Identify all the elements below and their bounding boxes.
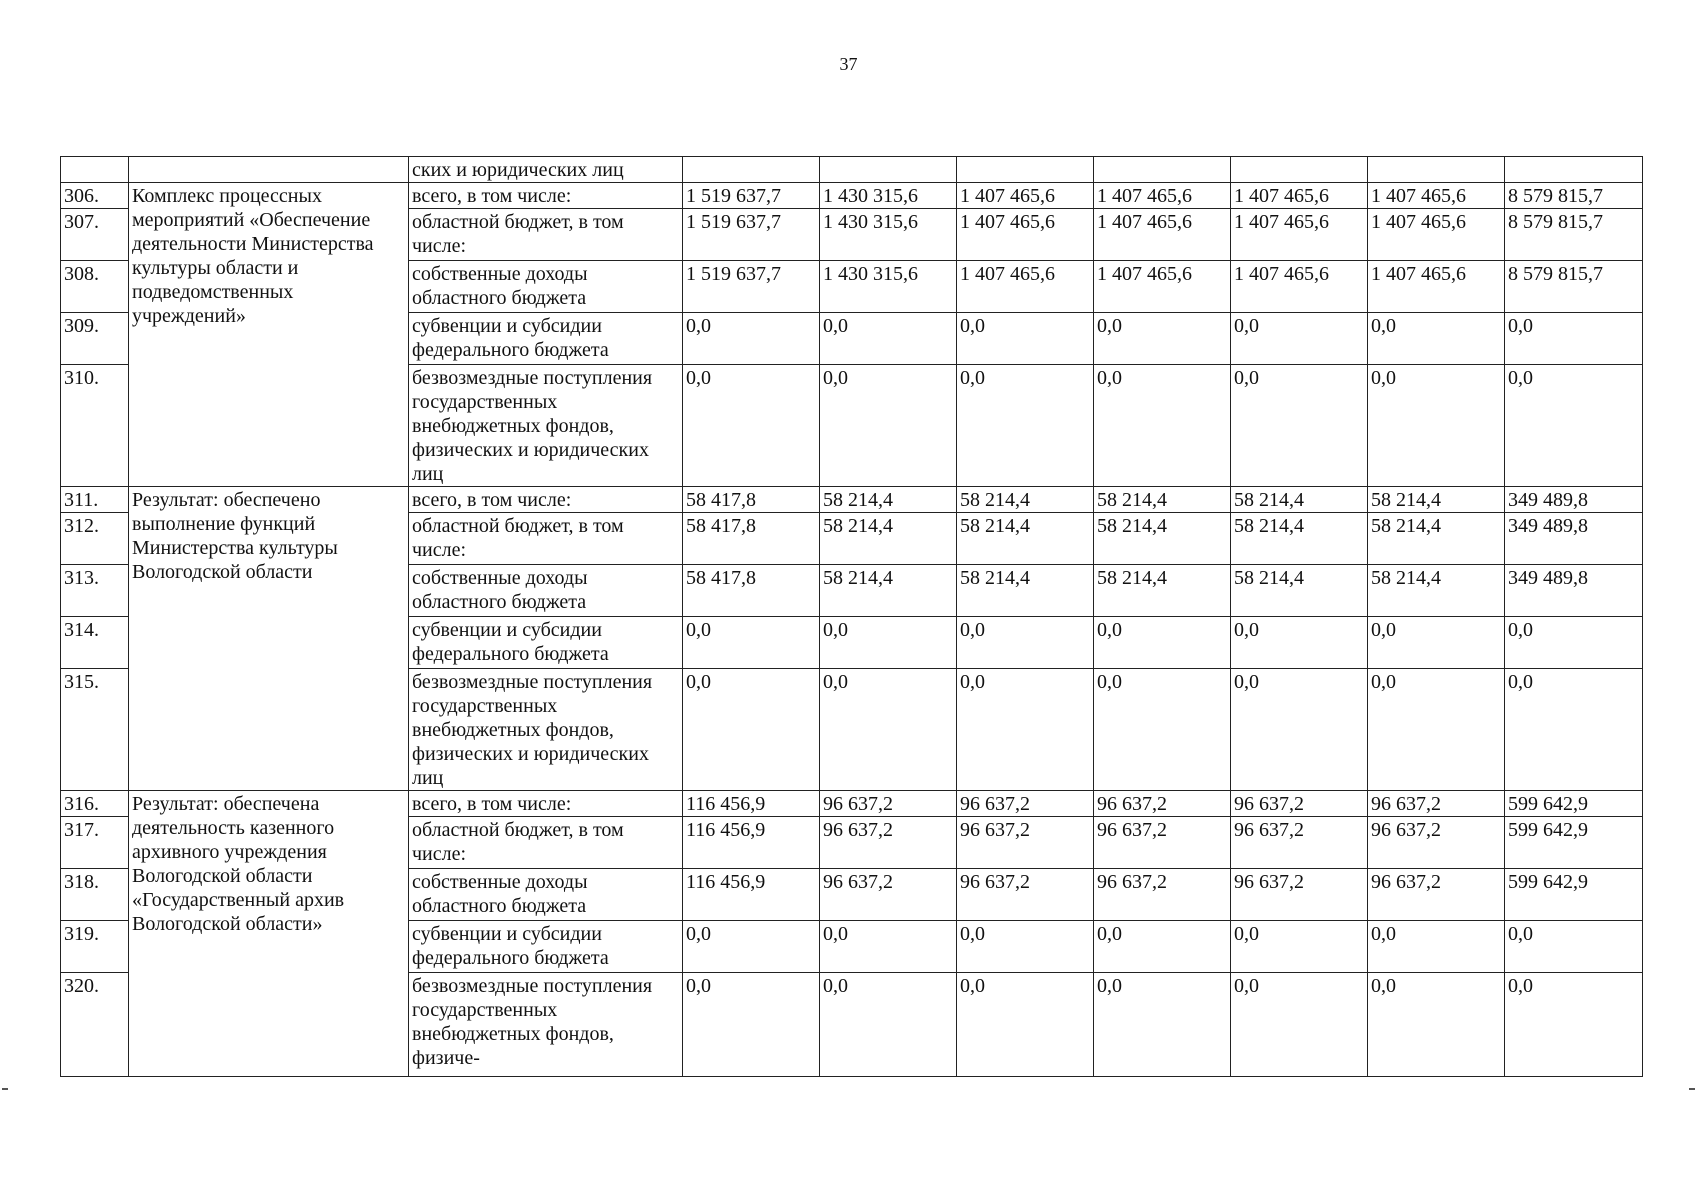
value-cell: 0,0 [683, 313, 820, 365]
value-cell: 349 489,8 [1505, 513, 1643, 565]
row-number-cell: 314. [61, 617, 129, 669]
row-number-cell: 307. [61, 209, 129, 261]
value-cell [1368, 157, 1505, 183]
value-cell: 0,0 [1231, 669, 1368, 791]
value-cell: 1 407 465,6 [1368, 209, 1505, 261]
row-number-cell: 319. [61, 921, 129, 973]
row-number-cell: 318. [61, 869, 129, 921]
value-cell: 1 430 315,6 [820, 261, 957, 313]
value-cell: 349 489,8 [1505, 565, 1643, 617]
value-cell: 349 489,8 [1505, 487, 1643, 513]
value-cell: 58 214,4 [1368, 513, 1505, 565]
value-cell: 58 214,4 [820, 487, 957, 513]
value-cell: 116 456,9 [683, 817, 820, 869]
value-cell: 0,0 [1505, 313, 1643, 365]
value-cell: 58 214,4 [1368, 565, 1505, 617]
value-cell: 96 637,2 [1368, 869, 1505, 921]
budget-table-body [61, 157, 1643, 1077]
value-cell: 0,0 [683, 617, 820, 669]
value-cell: 0,0 [957, 617, 1094, 669]
funding-source-cell: всего, в том числе: [409, 487, 683, 513]
funding-source-cell: субвенции и субсидии федерального бюджета [409, 617, 683, 669]
value-cell: 58 417,8 [683, 565, 820, 617]
value-cell: 116 456,9 [683, 869, 820, 921]
table-row [61, 791, 1643, 817]
value-cell: 1 407 465,6 [1231, 209, 1368, 261]
row-number-cell: 309. [61, 313, 129, 365]
value-cell: 96 637,2 [957, 869, 1094, 921]
value-cell: 1 407 465,6 [1231, 183, 1368, 209]
value-cell: 58 214,4 [957, 487, 1094, 513]
row-number-cell: 315. [61, 669, 129, 791]
funding-source-cell: областной бюджет, в том числе: [409, 209, 683, 261]
value-cell: 0,0 [1505, 973, 1643, 1077]
funding-source-cell: собственные доходы областного бюджета [409, 565, 683, 617]
funding-source-cell: субвенции и субсидии федерального бюджета [409, 313, 683, 365]
table-row-continued [61, 157, 1643, 183]
value-cell: 0,0 [1231, 617, 1368, 669]
value-cell: 96 637,2 [820, 817, 957, 869]
table-row [61, 487, 1643, 513]
activity-name-cell: Комплекс процессных мероприятий «Обеспечение деятельности Министерства культуры области и подведомственных учреждений» [129, 183, 409, 487]
value-cell: 8 579 815,7 [1505, 183, 1643, 209]
value-cell: 96 637,2 [1231, 869, 1368, 921]
funding-source-cell: безвозмездные поступления государственных внебюджетных фондов, физических и юридических лиц [409, 669, 683, 791]
value-cell: 1 407 465,6 [957, 261, 1094, 313]
value-cell: 1 407 465,6 [957, 183, 1094, 209]
funding-source-cell: собственные доходы областного бюджета [409, 261, 683, 313]
value-cell: 1 407 465,6 [1094, 261, 1231, 313]
value-cell: 0,0 [1231, 313, 1368, 365]
value-cell: 96 637,2 [820, 791, 957, 817]
value-cell: 0,0 [1368, 365, 1505, 487]
value-cell: 0,0 [1231, 365, 1368, 487]
funding-source-cell: ских и юридических лиц [409, 157, 683, 183]
value-cell: 0,0 [1368, 313, 1505, 365]
row-number-cell: 306. [61, 183, 129, 209]
value-cell: 0,0 [1505, 669, 1643, 791]
value-cell: 96 637,2 [1094, 791, 1231, 817]
margin-mark-right [1689, 1088, 1695, 1090]
activity-name-cell: Результат: обеспечена деятельность казенного архивного учреждения Вологодской области «Государственный архив Вологодской области» [129, 791, 409, 1077]
value-cell: 0,0 [683, 973, 820, 1077]
value-cell: 0,0 [957, 669, 1094, 791]
value-cell: 599 642,9 [1505, 791, 1643, 817]
value-cell: 1 407 465,6 [1368, 261, 1505, 313]
row-number-cell: 320. [61, 973, 129, 1077]
value-cell: 1 519 637,7 [683, 209, 820, 261]
value-cell: 1 519 637,7 [683, 183, 820, 209]
value-cell: 1 407 465,6 [1368, 183, 1505, 209]
value-cell: 1 519 637,7 [683, 261, 820, 313]
value-cell [820, 157, 957, 183]
row-number-cell: 310. [61, 365, 129, 487]
value-cell: 1 430 315,6 [820, 183, 957, 209]
value-cell: 1 407 465,6 [957, 209, 1094, 261]
value-cell: 96 637,2 [1231, 791, 1368, 817]
value-cell: 0,0 [1094, 313, 1231, 365]
value-cell: 0,0 [683, 669, 820, 791]
value-cell: 0,0 [820, 617, 957, 669]
value-cell: 599 642,9 [1505, 817, 1643, 869]
budget-table [60, 156, 1643, 1077]
value-cell: 0,0 [820, 365, 957, 487]
value-cell: 58 214,4 [1231, 513, 1368, 565]
value-cell: 0,0 [1094, 365, 1231, 487]
row-number-cell: 316. [61, 791, 129, 817]
value-cell [1094, 157, 1231, 183]
row-number-cell: 308. [61, 261, 129, 313]
value-cell: 58 417,8 [683, 513, 820, 565]
value-cell [1505, 157, 1643, 183]
value-cell [683, 157, 820, 183]
value-cell: 1 407 465,6 [1094, 183, 1231, 209]
value-cell: 58 214,4 [1094, 487, 1231, 513]
value-cell: 0,0 [1094, 617, 1231, 669]
activity-name-cell [129, 157, 409, 183]
value-cell: 58 214,4 [1094, 513, 1231, 565]
funding-source-cell: областной бюджет, в том числе: [409, 817, 683, 869]
value-cell: 0,0 [820, 921, 957, 973]
row-number-cell: 312. [61, 513, 129, 565]
activity-name-cell: Результат: обеспечено выполнение функций Министерства культуры Вологодской области [129, 487, 409, 791]
value-cell: 0,0 [820, 973, 957, 1077]
value-cell: 0,0 [820, 313, 957, 365]
value-cell: 0,0 [820, 669, 957, 791]
value-cell: 96 637,2 [1094, 869, 1231, 921]
funding-source-cell: собственные доходы областного бюджета [409, 869, 683, 921]
value-cell: 96 637,2 [957, 791, 1094, 817]
value-cell: 8 579 815,7 [1505, 209, 1643, 261]
value-cell [957, 157, 1094, 183]
value-cell: 96 637,2 [1368, 817, 1505, 869]
value-cell: 58 214,4 [1231, 565, 1368, 617]
value-cell: 0,0 [1094, 669, 1231, 791]
value-cell: 0,0 [1505, 617, 1643, 669]
value-cell: 0,0 [1231, 973, 1368, 1077]
value-cell: 8 579 815,7 [1505, 261, 1643, 313]
value-cell: 58 214,4 [957, 565, 1094, 617]
funding-source-cell: всего, в том числе: [409, 791, 683, 817]
value-cell: 0,0 [957, 313, 1094, 365]
margin-mark-left [2, 1088, 8, 1090]
value-cell: 0,0 [1368, 669, 1505, 791]
value-cell: 1 407 465,6 [1094, 209, 1231, 261]
value-cell [1231, 157, 1368, 183]
funding-source-cell: безвозмездные поступления государственных внебюджетных фондов, физических и юридических лиц [409, 365, 683, 487]
value-cell: 0,0 [1505, 921, 1643, 973]
value-cell: 0,0 [683, 921, 820, 973]
value-cell: 599 642,9 [1505, 869, 1643, 921]
table-row [61, 183, 1643, 209]
value-cell: 58 417,8 [683, 487, 820, 513]
value-cell: 116 456,9 [683, 791, 820, 817]
funding-source-cell: безвозмездные поступления государственных внебюджетных фондов, физиче- [409, 973, 683, 1077]
value-cell: 0,0 [1505, 365, 1643, 487]
value-cell: 1 430 315,6 [820, 209, 957, 261]
value-cell: 58 214,4 [1368, 487, 1505, 513]
value-cell: 0,0 [957, 365, 1094, 487]
value-cell: 96 637,2 [820, 869, 957, 921]
value-cell: 58 214,4 [1231, 487, 1368, 513]
row-number-cell: 313. [61, 565, 129, 617]
value-cell: 58 214,4 [820, 513, 957, 565]
value-cell: 0,0 [1368, 617, 1505, 669]
value-cell: 96 637,2 [957, 817, 1094, 869]
value-cell: 0,0 [1368, 921, 1505, 973]
value-cell: 0,0 [1094, 921, 1231, 973]
row-number-cell: 311. [61, 487, 129, 513]
value-cell: 0,0 [957, 973, 1094, 1077]
funding-source-cell: всего, в том числе: [409, 183, 683, 209]
value-cell: 0,0 [957, 921, 1094, 973]
value-cell: 58 214,4 [957, 513, 1094, 565]
row-number-cell [61, 157, 129, 183]
page-number: 37 [839, 54, 858, 74]
value-cell: 96 637,2 [1231, 817, 1368, 869]
value-cell: 58 214,4 [1094, 565, 1231, 617]
value-cell: 1 407 465,6 [1231, 261, 1368, 313]
value-cell: 96 637,2 [1368, 791, 1505, 817]
value-cell: 58 214,4 [820, 565, 957, 617]
funding-source-cell: субвенции и субсидии федерального бюджета [409, 921, 683, 973]
value-cell: 0,0 [683, 365, 820, 487]
value-cell: 0,0 [1368, 973, 1505, 1077]
value-cell: 0,0 [1231, 921, 1368, 973]
row-number-cell: 317. [61, 817, 129, 869]
value-cell: 0,0 [1094, 973, 1231, 1077]
value-cell: 96 637,2 [1094, 817, 1231, 869]
funding-source-cell: областной бюджет, в том числе: [409, 513, 683, 565]
